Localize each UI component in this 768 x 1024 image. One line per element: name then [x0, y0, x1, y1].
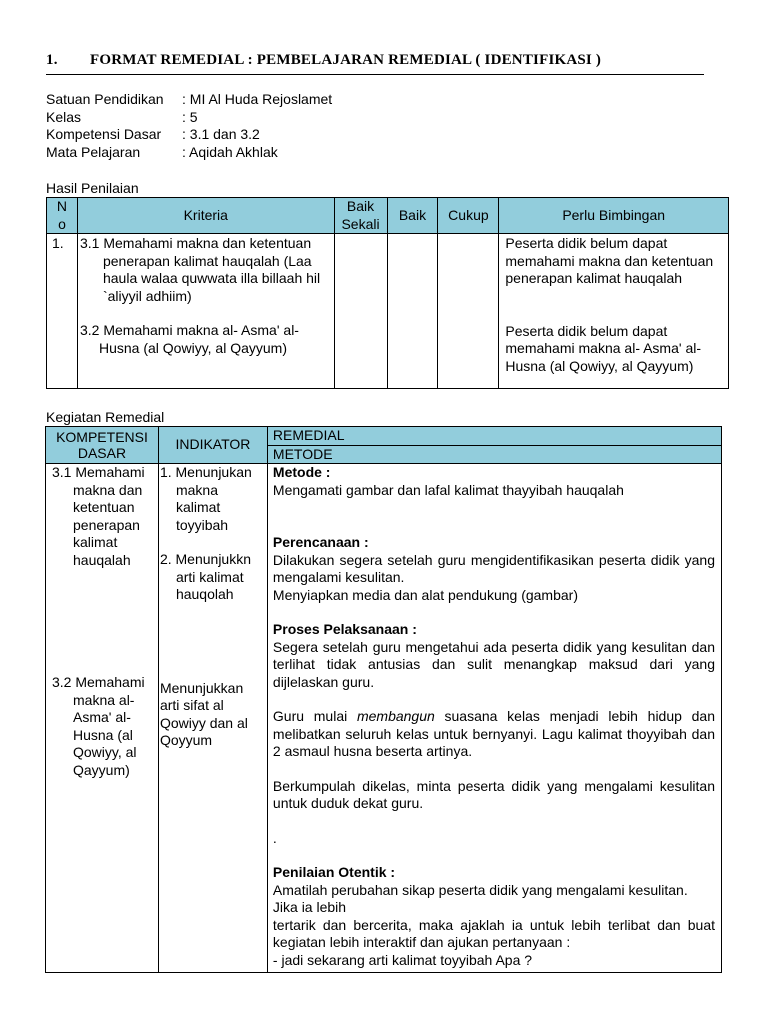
kriteria-cell — [77, 234, 334, 389]
indikator-1: 1. Menunjukan makna kalimat toyyibah — [159, 464, 252, 533]
indikator-cell — [158, 464, 267, 973]
penilaian-text-1: Amatilah perubahan sikap peserta didik yang mengalami kesulitan. Jika ia lebih — [272, 881, 688, 915]
kriteria-3-1: 3.1 Memahami makna dan ketentuan penerapan kalimat hauqalah (Laa haula walaa quwwata illa billaah hil `aliyyil adhiim) — [79, 235, 321, 304]
col-header-baik: Baik — [387, 198, 438, 234]
col-header-cukup: Cukup — [438, 198, 499, 234]
penilaian-text-2: tertarik dan bercerita, maka ajaklah ia untuk lebih terlibat dan buat kegiatan lebih interaktif dan ajukan pertanyaan : — [272, 916, 715, 950]
indikator-3: Menunjukkan arti sifat al Qowiyy dan al Qoyyum — [159, 679, 248, 748]
col-header-kompetensi-dasar: KOMPETENSI DASAR — [46, 427, 159, 464]
info-row — [46, 91, 332, 109]
heading-rule — [46, 74, 704, 75]
row-number: 1. — [47, 234, 78, 389]
penilaian-title: Penilaian Otentik : — [272, 864, 396, 880]
heading-title: FORMAT REMEDIAL : PEMBELAJARAN REMEDIAL ( IDENTIFIKASI ) — [90, 52, 602, 68]
col-header-indikator: INDIKATOR — [158, 427, 267, 464]
emphasis-membangun: membangun — [356, 708, 435, 724]
col-header-perlu-bimbingan: Perlu Bimbingan — [499, 198, 729, 234]
info-value: : 5 — [182, 108, 198, 125]
table-header-row — [46, 427, 722, 446]
perlu-bimbingan-cell — [499, 234, 729, 389]
proses-title: Proses Pelaksanaan : — [272, 621, 417, 637]
info-row — [46, 126, 332, 144]
perencanaan-title: Perencanaan : — [272, 534, 369, 550]
hasil-penilaian-label: Hasil Penilaian — [46, 180, 139, 196]
baik-sekali-cell — [334, 234, 387, 389]
col-header-metode: METODE — [267, 445, 721, 464]
info-label: Kelas — [46, 108, 82, 125]
col-header-baik-sekali: Baik Sekali — [334, 198, 387, 234]
kd-3-1: 3.1 Memahami makna dan ketentuan penerapan kalimat hauqalah — [52, 464, 145, 568]
heading-number: 1. — [46, 52, 58, 68]
proses-text-3: Berkumpulah dikelas, minta peserta didik yang mengalami kesulitan untuk duduk dekat guru. — [272, 777, 715, 811]
perencanaan-text-2: Menyiapkan media dan alat pendukung (gambar) — [272, 586, 578, 603]
perencanaan-text-1: Dilakukan segera setelah guru mengidentifikasikan peserta didik yang mengalami kesulitan. — [272, 551, 715, 585]
table-row — [46, 464, 722, 973]
penilaian-text-3: - jadi sekarang arti kalimat toyyibah Apa ? — [272, 951, 533, 968]
metode-title: Metode : — [272, 464, 331, 480]
info-value: : MI Al Huda Rejoslamet — [182, 91, 333, 107]
info-row — [46, 109, 332, 127]
metode-text: Mengamati gambar dan lafal kalimat thayyibah hauqalah — [272, 481, 624, 498]
dot-line: . — [272, 829, 277, 846]
hasil-penilaian-table — [46, 197, 729, 389]
col-header-remedial: REMEDIAL — [267, 427, 721, 446]
kegiatan-remedial-table — [45, 426, 722, 973]
document-heading — [46, 52, 601, 69]
kegiatan-remedial-label: Kegiatan Remedial — [46, 409, 165, 425]
info-label: Satuan Pendidikan — [46, 91, 164, 107]
table-header-row — [47, 198, 729, 234]
table-row — [47, 234, 729, 389]
proses-text-2: Guru mulai membangun suasana kelas menjadi lebih hidup dan melibatkan seluruh kelas untuk bernyanyi. Lagu kalimat thoyyibah dan 2 asmaul husna beserta artinya. — [272, 708, 716, 759]
info-value: : Aqidah Akhlak — [182, 143, 278, 160]
col-header-no: N o — [47, 198, 78, 234]
kd-3-2: 3.2 Memahami makna al- Asma' al-Husna (al Qowiyy, al Qayyum) — [52, 674, 145, 778]
kriteria-3-2: 3.2 Memahami makna al- Asma' al-Husna (al Qowiyy, al Qayyum) — [79, 322, 299, 356]
kompetensi-cell — [46, 464, 159, 973]
metode-cell — [267, 464, 721, 973]
perlu-bimbingan-2: Peserta didik belum dapat memahami makna al- Asma' al-Husna (al Qowiyy, al Qayyum) — [505, 322, 701, 374]
proses-text-1: Segera setelah guru mengetahui ada peserta didik yang kesulitan dan terlihat tidak antusias dan sulit menangkap maksud dari yang dijlelaskan guru. — [272, 638, 715, 690]
indikator-2: 2. Menunjukkn arti kalimat hauqolah — [159, 551, 252, 602]
col-header-kriteria: Kriteria — [77, 198, 334, 234]
perlu-bimbingan-1: Peserta didik belum dapat memahami makna dan ketentuan penerapan kalimat hauqalah — [505, 235, 714, 286]
identity-block — [46, 91, 332, 161]
info-label: Kompetensi Dasar — [46, 126, 162, 142]
baik-cell — [387, 234, 438, 389]
info-label: Mata Pelajaran — [46, 143, 141, 160]
cukup-cell — [438, 234, 499, 389]
info-value: : 3.1 dan 3.2 — [182, 126, 260, 142]
info-row — [46, 144, 332, 162]
